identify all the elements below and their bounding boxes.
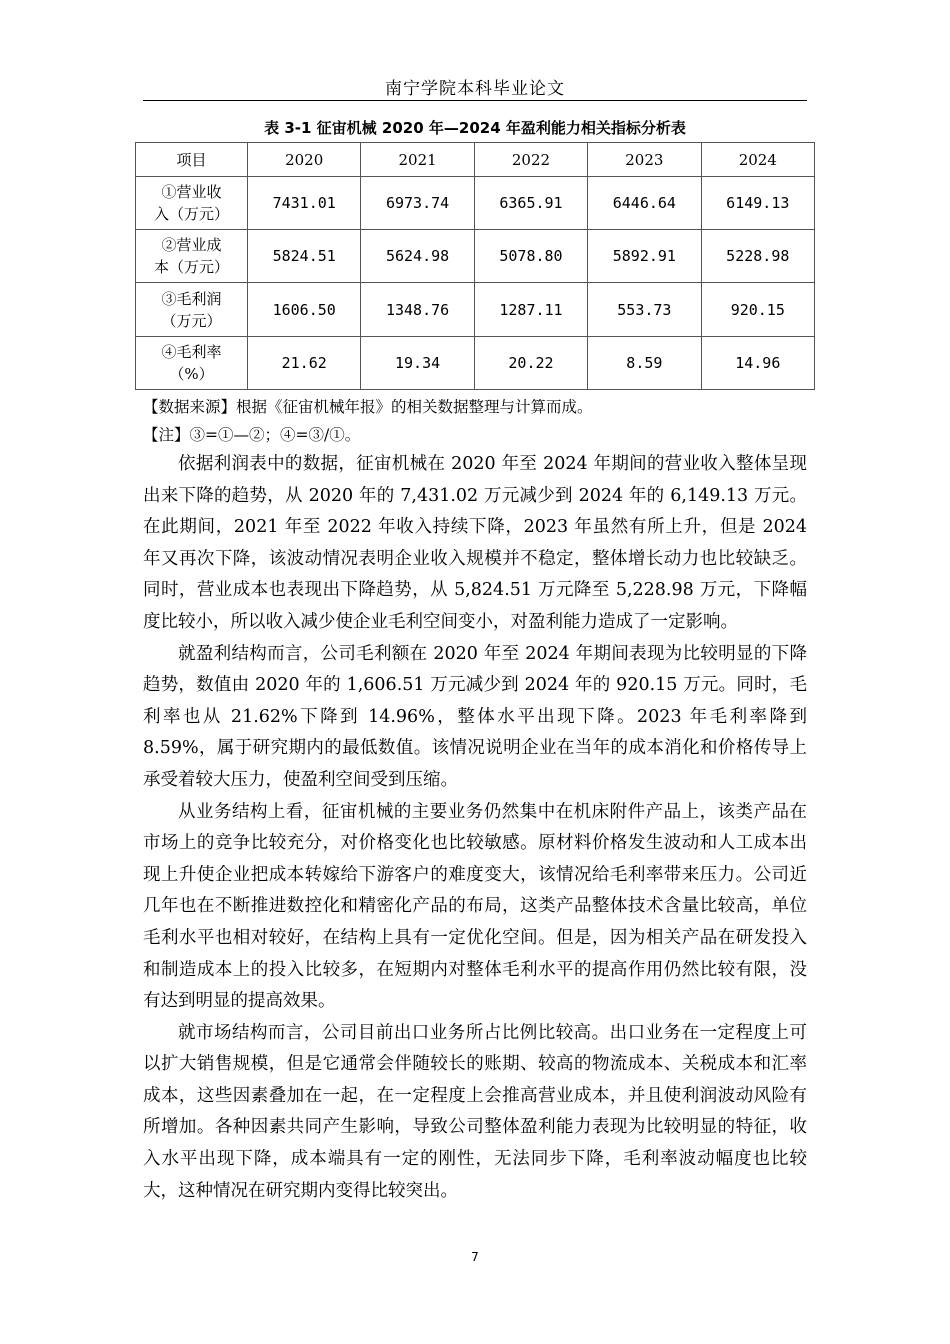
table-cell: 1287.11 bbox=[474, 283, 587, 337]
row-label-line: 入（万元） bbox=[153, 205, 229, 223]
table-row bbox=[136, 177, 815, 230]
profitability-table bbox=[135, 142, 815, 390]
page-number: 7 bbox=[471, 1250, 479, 1264]
table-cell: 6446.64 bbox=[588, 177, 701, 230]
table-cell: 20.22 bbox=[474, 337, 587, 390]
table-header-cell: 2024 bbox=[701, 143, 814, 177]
table-header-cell: 2023 bbox=[588, 143, 701, 177]
table-header-cell: 2020 bbox=[248, 143, 361, 177]
paragraph: 就盈利结构而言，公司毛利额在 2020 年至 2024 年期间表现为比较明显的下降趋势，数值由 2020 年的 1,606.51 万元减少到 2024 年的 920.15 万元。同时，毛利率也从 21.62%下降到 14.96%，整体水平出现下降。2023 年毛利率降到 8.59%，属于研究期内的最低数值。该情况说明企业在当年的成本消化和价格传导上承受着较大压力，使盈利空间受到压缩。 bbox=[143, 643, 807, 790]
body-text bbox=[143, 449, 807, 1207]
row-label bbox=[136, 337, 248, 390]
row-label-line: ④毛利率 bbox=[161, 343, 222, 361]
row-label bbox=[136, 177, 248, 230]
paragraph: 依据利润表中的数据，征宙机械在 2020 年至 2024 年期间的营业收入整体呈现出来下降的趋势，从 2020 年的 7,431.02 万元减少到 2024 年的 6,149.13 万元。在此期间，2021 年至 2022 年收入持续下降，2023 年虽然有所上升，但是 2024 年又再次下降，该波动情况表明企业收入规模并不稳定，整体增长动力也比较缺乏。同时，营业成本也表现出下降趋势，从 5,824.51 万元降至 5,228.98 万元，下降幅度比较小，所以收入减少使企业毛利空间变小，对盈利能力造成了一定影响。 bbox=[143, 454, 807, 632]
table-cell: 8.59 bbox=[588, 337, 701, 390]
row-label-line: ②营业成 bbox=[161, 236, 222, 254]
table-cell: 553.73 bbox=[588, 283, 701, 337]
paragraph: 就市场结构而言，公司目前出口业务所占比例比较高。出口业务在一定程度上可以扩大销售规模，但是它通常会伴随较长的账期、较高的物流成本、关税成本和汇率成本，这些因素叠加在一起，在一定程度上会推高营业成本，并且使利润波动风险有所增加。各种因素共同产生影响，导致公司整体盈利能力表现为比较明显的特征，收入水平出现下降，成本端具有一定的刚性，无法同步下降，毛利率波动幅度也比较大，这种情况在研究期内变得比较突出。 bbox=[143, 1022, 807, 1201]
table-cell: 14.96 bbox=[701, 337, 814, 390]
table-cell: 1348.76 bbox=[361, 283, 474, 337]
table-cell: 5078.80 bbox=[474, 230, 587, 283]
table-formula-note: 【注】③=①—②；④=③/①。 bbox=[143, 426, 361, 444]
table-cell: 19.34 bbox=[361, 337, 474, 390]
table-cell: 1606.50 bbox=[248, 283, 361, 337]
table-cell: 5892.91 bbox=[588, 230, 701, 283]
table-cell: 7431.01 bbox=[248, 177, 361, 230]
table-cell: 5228.98 bbox=[701, 230, 814, 283]
row-label-line: （%） bbox=[169, 365, 214, 383]
row-label-line: 本（万元） bbox=[153, 258, 229, 276]
table-source-note: 【数据来源】根据《征宙机械年报》的相关数据整理与计算而成。 bbox=[143, 398, 593, 416]
row-label-line: ③毛利润 bbox=[161, 289, 222, 308]
header-rule bbox=[143, 100, 807, 101]
page-header: 南宁学院本科毕业论文 bbox=[385, 79, 565, 99]
table-header-cell: 2022 bbox=[474, 143, 587, 177]
row-label bbox=[136, 283, 248, 337]
table-row bbox=[136, 230, 815, 283]
table-cell: 6365.91 bbox=[474, 177, 587, 230]
table-cell: 5824.51 bbox=[248, 230, 361, 283]
table-row bbox=[136, 283, 815, 337]
table-cell: 5624.98 bbox=[361, 230, 474, 283]
table-header-cell: 2021 bbox=[361, 143, 474, 177]
table-header-cell: 项目 bbox=[136, 143, 248, 177]
table-header-row bbox=[136, 143, 815, 177]
table-cell: 920.15 bbox=[701, 283, 814, 337]
table-caption: 表 3-1 征宙机械 2020 年—2024 年盈利能力相关指标分析表 bbox=[264, 119, 686, 137]
row-label bbox=[136, 230, 248, 283]
table-cell: 6973.74 bbox=[361, 177, 474, 230]
table-cell: 6149.13 bbox=[701, 177, 814, 230]
row-label-line: ①营业收 bbox=[161, 183, 222, 201]
paragraph: 从业务结构上看，征宙机械的主要业务仍然集中在机床附件产品上，该类产品在市场上的竞争比较充分，对价格变化也比较敏感。原材料价格发生波动和人工成本出现上升使企业把成本转嫁给下游客户的难度变大，该情况给毛利率带来压力。公司近几年也在不断推进数控化和精密化产品的布局，这类产品整体技术含量比较高，单位毛利水平也相对较好，在结构上具有一定优化空间。但是，因为相关产品在研发投入和制造成本上的投入比较多，在短期内对整体毛利水平的提高作用仍然比较有限，没有达到明显的提高效果。 bbox=[143, 801, 807, 1012]
table-cell: 21.62 bbox=[248, 337, 361, 390]
table-row bbox=[136, 337, 815, 390]
row-label-line: （万元） bbox=[161, 311, 222, 330]
